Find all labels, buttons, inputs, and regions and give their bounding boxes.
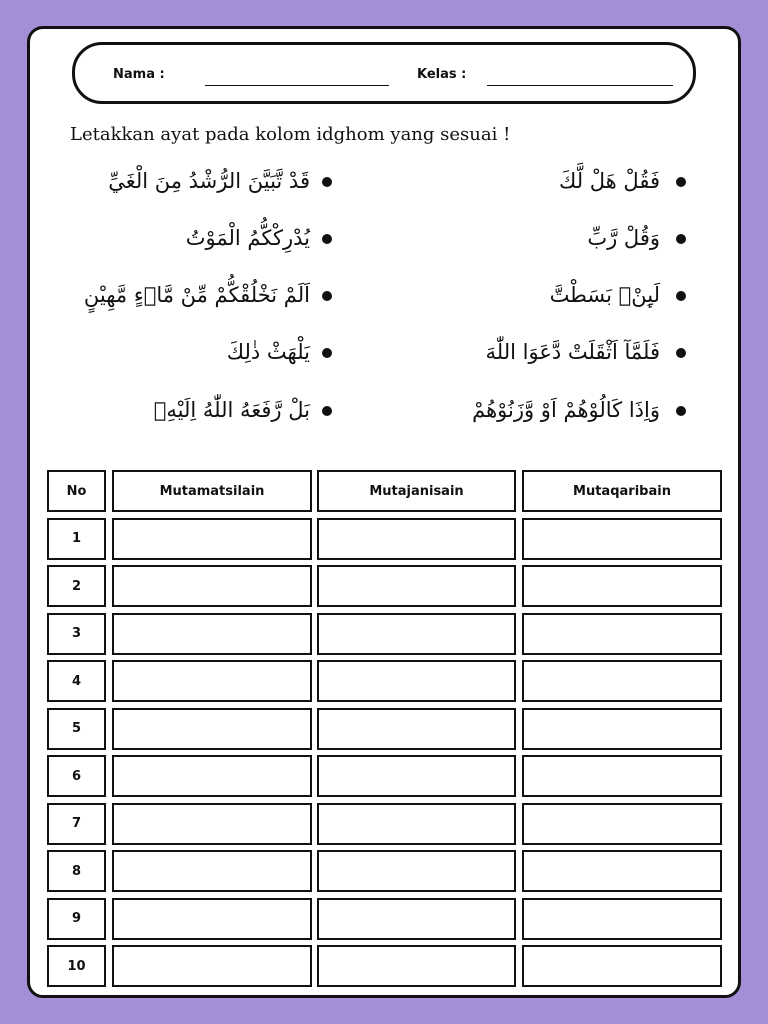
ayat-text: لَىِٕنْۢ بَسَطْتَّ bbox=[549, 283, 660, 307]
bullet-icon bbox=[322, 177, 332, 187]
table-header-cell: No bbox=[47, 470, 106, 512]
answer-cell[interactable] bbox=[317, 850, 516, 892]
bullet-icon bbox=[676, 291, 686, 301]
answer-cell[interactable] bbox=[112, 945, 312, 987]
answer-cell[interactable] bbox=[112, 898, 312, 940]
answer-cell[interactable] bbox=[112, 660, 312, 702]
bullet-icon bbox=[322, 406, 332, 416]
answer-cell[interactable] bbox=[522, 660, 722, 702]
table-header-cell: Mutajanisain bbox=[317, 470, 516, 512]
answer-cell[interactable] bbox=[112, 708, 312, 750]
row-number-cell: 8 bbox=[47, 850, 106, 892]
answer-cell[interactable] bbox=[112, 565, 312, 607]
ayat-text: قَدْ تَّبَيَّنَ الرُّشْدُ مِنَ الْغَيِّ bbox=[108, 169, 310, 193]
worksheet bbox=[27, 26, 741, 998]
ayat-text: يُدْرِكْكُّمُ الْمَوْتُ bbox=[185, 226, 310, 250]
row-number-cell: 4 bbox=[47, 660, 106, 702]
answer-cell[interactable] bbox=[317, 803, 516, 845]
row-number-cell: 7 bbox=[47, 803, 106, 845]
answer-cell[interactable] bbox=[317, 945, 516, 987]
instruction-text: Letakkan ayat pada kolom idghom yang sesuai ! bbox=[70, 124, 511, 145]
bullet-icon bbox=[322, 348, 332, 358]
class-field-line[interactable] bbox=[487, 85, 673, 86]
answer-cell[interactable] bbox=[317, 613, 516, 655]
answer-cell[interactable] bbox=[522, 898, 722, 940]
answer-cell[interactable] bbox=[112, 518, 312, 560]
answer-cell[interactable] bbox=[317, 518, 516, 560]
answer-cell[interactable] bbox=[317, 708, 516, 750]
row-number-cell: 2 bbox=[47, 565, 106, 607]
table-header-cell: Mutaqaribain bbox=[522, 470, 722, 512]
bullet-icon bbox=[676, 177, 686, 187]
ayat-text: فَقُلْ هَلْ لَّكَ bbox=[559, 169, 660, 193]
row-number-cell: 5 bbox=[47, 708, 106, 750]
answer-cell[interactable] bbox=[317, 565, 516, 607]
table-header-cell: Mutamatsilain bbox=[112, 470, 312, 512]
answer-cell[interactable] bbox=[317, 660, 516, 702]
answer-cell[interactable] bbox=[112, 850, 312, 892]
answer-cell[interactable] bbox=[522, 803, 722, 845]
bullet-icon bbox=[322, 291, 332, 301]
answer-cell[interactable] bbox=[112, 613, 312, 655]
answer-cell[interactable] bbox=[317, 898, 516, 940]
bullet-icon bbox=[676, 348, 686, 358]
row-number-cell: 10 bbox=[47, 945, 106, 987]
name-class-bar bbox=[72, 42, 696, 104]
class-label: Kelas : bbox=[417, 67, 467, 82]
bullet-icon bbox=[676, 406, 686, 416]
answer-cell[interactable] bbox=[522, 708, 722, 750]
ayat-text: وَقُلْ رَّبِّ bbox=[587, 226, 660, 250]
bullet-icon bbox=[322, 234, 332, 244]
answer-cell[interactable] bbox=[522, 565, 722, 607]
row-number-cell: 1 bbox=[47, 518, 106, 560]
ayat-text: بَلْ رَّفَعَهُ اللّٰهُ اِلَيْهِۗ bbox=[153, 398, 310, 422]
answer-cell[interactable] bbox=[522, 945, 722, 987]
row-number-cell: 9 bbox=[47, 898, 106, 940]
answer-cell[interactable] bbox=[112, 755, 312, 797]
ayat-text: فَلَمَّآ اَثْقَلَتْ دَّعَوَا اللّٰهَ bbox=[485, 340, 660, 364]
row-number-cell: 6 bbox=[47, 755, 106, 797]
ayat-text: يَلْهَثْ ذٰلِكَ bbox=[226, 340, 310, 364]
name-label: Nama : bbox=[113, 67, 165, 82]
bullet-icon bbox=[676, 234, 686, 244]
answer-cell[interactable] bbox=[112, 803, 312, 845]
answer-cell[interactable] bbox=[522, 518, 722, 560]
ayat-text: اَلَمْ نَخْلُقْكُّمْ مِّنْ مَّاۤءٍ مَّهِيْنٍ bbox=[83, 283, 310, 307]
answer-cell[interactable] bbox=[317, 755, 516, 797]
answer-cell[interactable] bbox=[522, 850, 722, 892]
answer-cell[interactable] bbox=[522, 755, 722, 797]
ayat-text: وَاِذَا كَالُوْهُمْ اَوْ وَّزَنُوْهُمْ bbox=[472, 398, 660, 422]
name-field-line[interactable] bbox=[205, 85, 389, 86]
answer-cell[interactable] bbox=[522, 613, 722, 655]
row-number-cell: 3 bbox=[47, 613, 106, 655]
